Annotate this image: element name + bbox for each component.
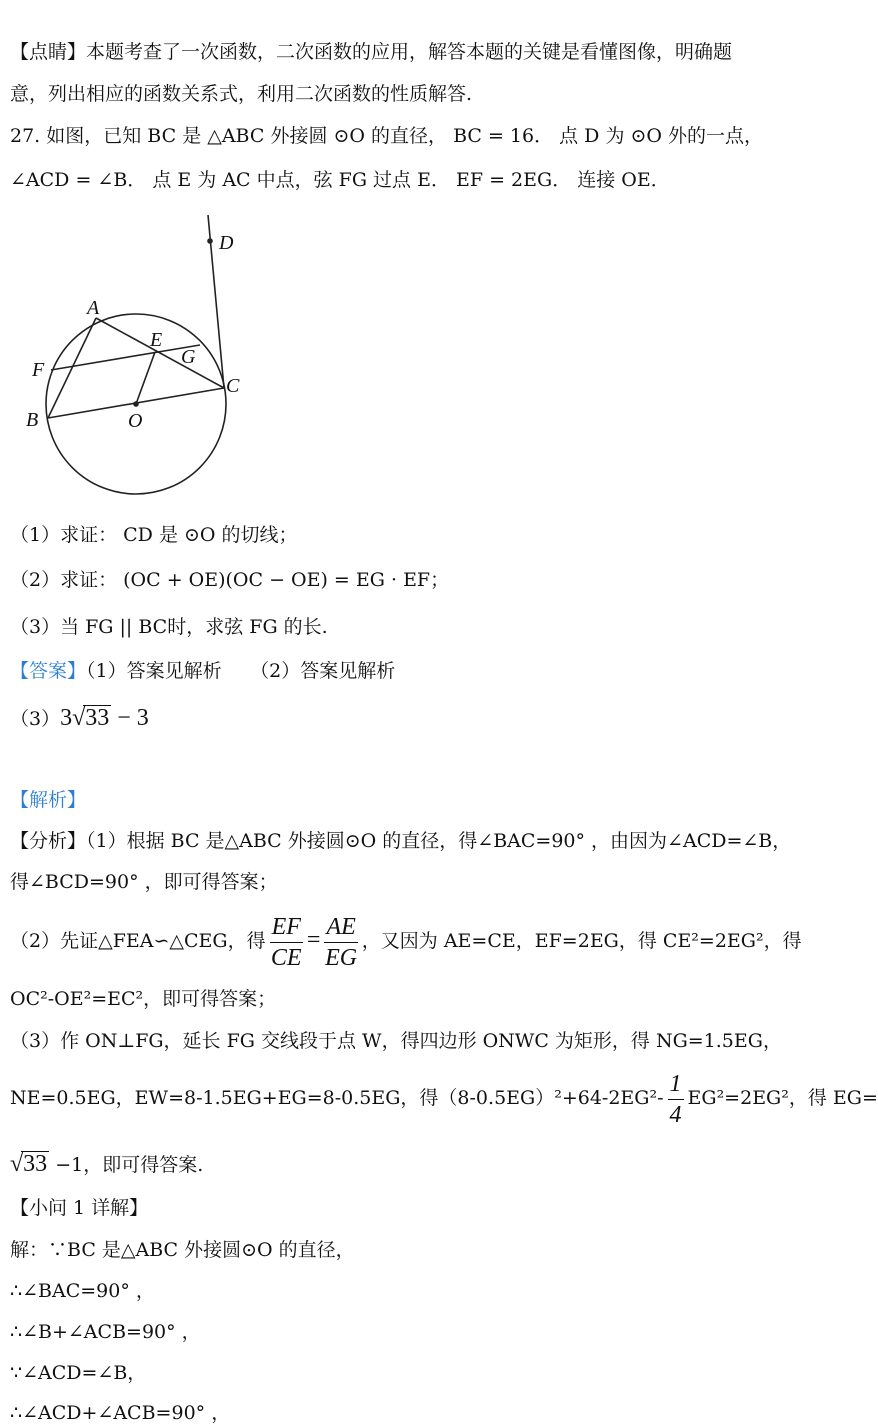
label-c: C (226, 375, 240, 397)
problem-line-2: ∠ACD = ∠B． 点 E 为 AC 中点，弦 FG 过点 E． EF = 2EG． 连接 OE． (10, 169, 670, 191)
fraction-ef-ce: $\frac{EF}{CE}$ (270, 913, 302, 971)
segment-oe (136, 352, 155, 404)
detail-line-4: ∵∠ACD=∠B， (10, 1362, 147, 1384)
analysis-line-6: NE=0.5EG，EW=8-1.5EG+EG=8-0.5EG，得（8-0.5EG）²+64-2EG²- $\frac{1}{4}$ EG²=2EG²，得 EG= (10, 1070, 878, 1128)
answer-parts-1-2: （1）答案见解析 （2）答案见解析 (86, 660, 396, 682)
fraction-ae-eg: $\frac{AE}{EG}$ (325, 913, 358, 971)
answer-line-1 (10, 657, 395, 685)
label-b: B (26, 409, 39, 431)
question-1: （1）求证： CD 是 ⊙O 的切线； (10, 524, 298, 546)
analysis-line-7: √33 −1，即可得答案. (10, 1151, 204, 1177)
point-o (133, 401, 139, 407)
answer-part3-suffix: − 3 (111, 705, 149, 731)
detail-line-1: 解：∵BC 是△ABC 外接圆⊙O 的直径， (10, 1239, 355, 1261)
label-d: D (219, 232, 234, 254)
point-d (207, 238, 213, 244)
label-o: O (128, 410, 143, 432)
label-f: F (32, 359, 45, 381)
question-3: （3）当 FG || BC时，求弦 FG 的长. (10, 616, 328, 638)
problem-line-1: 27. 如图，已知 BC 是 △ABC 外接圆 ⊙O 的直径， BC = 16． 点 D 为 ⊙O 外的一点， (10, 125, 764, 147)
analysis-line-1: 【分析】（1）根据 BC 是△ABC 外接圆⊙O 的直径，得∠BAC=90° ，由因为∠ACD=∠B， (10, 830, 792, 852)
question-2: （2）求证： (OC + OE)(OC − OE) = EG · EF； (10, 569, 450, 591)
analysis-tag: 【解析】 (10, 789, 87, 811)
chord-fg (51, 345, 200, 370)
analysis-line-4: OC²-OE²=EC²，即可得答案； (10, 988, 277, 1010)
analysis-line-2: 得∠BCD=90° ，即可得答案； (10, 871, 278, 893)
answer-tag: 【答案】 (10, 660, 87, 682)
analysis-line-5: （3）作 ON⊥FG，延长 FG 交线段于点 W，得四边形 ONWC 为矩形，得 NG=1.5EG， (10, 1030, 782, 1052)
analysis-line-3: （2）先证△FEA∽△CEG，得 $\frac{EF}{CE}$ = $\frac{AE}{EG}$ ，又因为 AE=CE，EF=2EG，得 CE²=2EG²，得 (10, 913, 802, 971)
note-line-1: 【点睛】本题考查了一次函数，二次函数的应用，解答本题的关键是看懂图像，明确题 (10, 41, 733, 63)
label-e: E (150, 329, 163, 351)
label-a: A (87, 297, 100, 319)
fraction-one-quarter: $\frac{1}{4}$ (669, 1070, 682, 1128)
label-g: G (181, 346, 196, 368)
detail-line-3: ∴∠B+∠ACB=90° ， (10, 1321, 201, 1343)
detail-tag: 【小问 1 详解】 (10, 1197, 149, 1219)
segment-ab (48, 318, 96, 418)
answer-line-2: （3）3√33 − 3 (10, 705, 149, 731)
answer-part3-prefix: （3） (10, 708, 61, 730)
detail-line-2: ∴∠BAC=90° ， (10, 1280, 155, 1302)
answer-part3-radicand: 33 (85, 705, 110, 731)
detail-line-5: ∴∠ACD+∠ACB=90° ， (10, 1402, 231, 1424)
answer-part3-coef: 3 (60, 705, 73, 731)
note-line-2: 意，列出相应的函数关系式，利用二次函数的性质解答. (10, 83, 473, 105)
